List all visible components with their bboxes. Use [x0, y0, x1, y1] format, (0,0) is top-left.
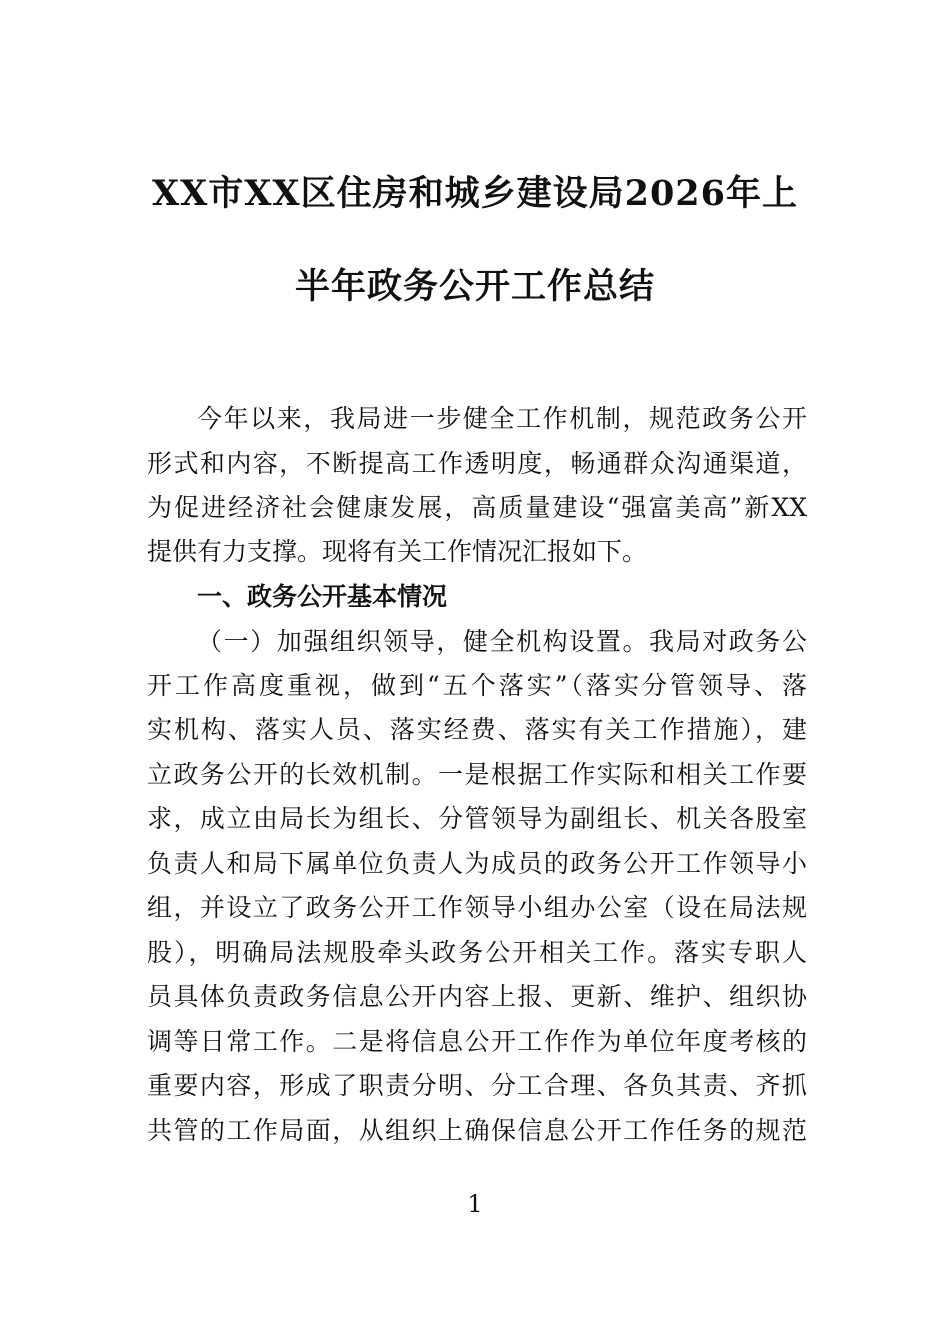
section-heading-1: 一、政务公开基本情况: [197, 582, 448, 611]
paragraph-line: 组，并设立了政务公开工作领导小组办公室（设在局法规: [147, 893, 807, 922]
paragraph-line: 股），明确局法规股牵头政务公开相关工作。落实专职人: [147, 938, 807, 967]
page-number: 1: [467, 1190, 483, 1218]
paragraph-line: 重要内容，形成了职责分明、分工合理、各负其责、齐抓: [147, 1071, 807, 1100]
intro-line-1: 今年以来，我局进一步健全工作机制，规范政务公开: [197, 404, 807, 433]
paragraph-line: 求，成立由局长为组长、分管领导为副组长、机关各股室: [147, 804, 807, 833]
intro-line-4: 提供有力支撑。现将有关工作情况汇报如下。: [147, 537, 648, 566]
paragraph-line: 员具体负责政务信息公开内容上报、更新、维护、组织协: [147, 982, 807, 1011]
paragraph-line: 实机构、落实人员、落实经费、落实有关工作措施），建: [147, 715, 807, 744]
paragraph-line: 共管的工作局面，从组织上确保信息公开工作任务的规范: [147, 1116, 807, 1145]
document-title-line-2: 半年政务公开工作总结: [294, 266, 655, 307]
paragraph-line: 调等日常工作。二是将信息公开工作作为单位年度考核的: [147, 1027, 807, 1056]
paragraph-line: 负责人和局下属单位负责人为成员的政务公开工作领导小: [147, 849, 807, 878]
paragraph-line: 开工作高度重视，做到“五个落实”（落实分管领导、落: [147, 671, 807, 700]
intro-line-3: 为促进经济社会健康发展，高质量建设“强富美高”新XX: [147, 493, 807, 522]
intro-line-2: 形式和内容，不断提高工作透明度，畅通群众沟通渠道，: [147, 449, 807, 478]
paragraph-line: （一）加强组织领导，健全机构设置。我局对政务公: [197, 627, 807, 656]
paragraph-line: 立政务公开的长效机制。一是根据工作实际和相关工作要: [147, 760, 807, 789]
document-title-line-1: XX市XX区住房和城乡建设局2026年上: [151, 173, 799, 214]
